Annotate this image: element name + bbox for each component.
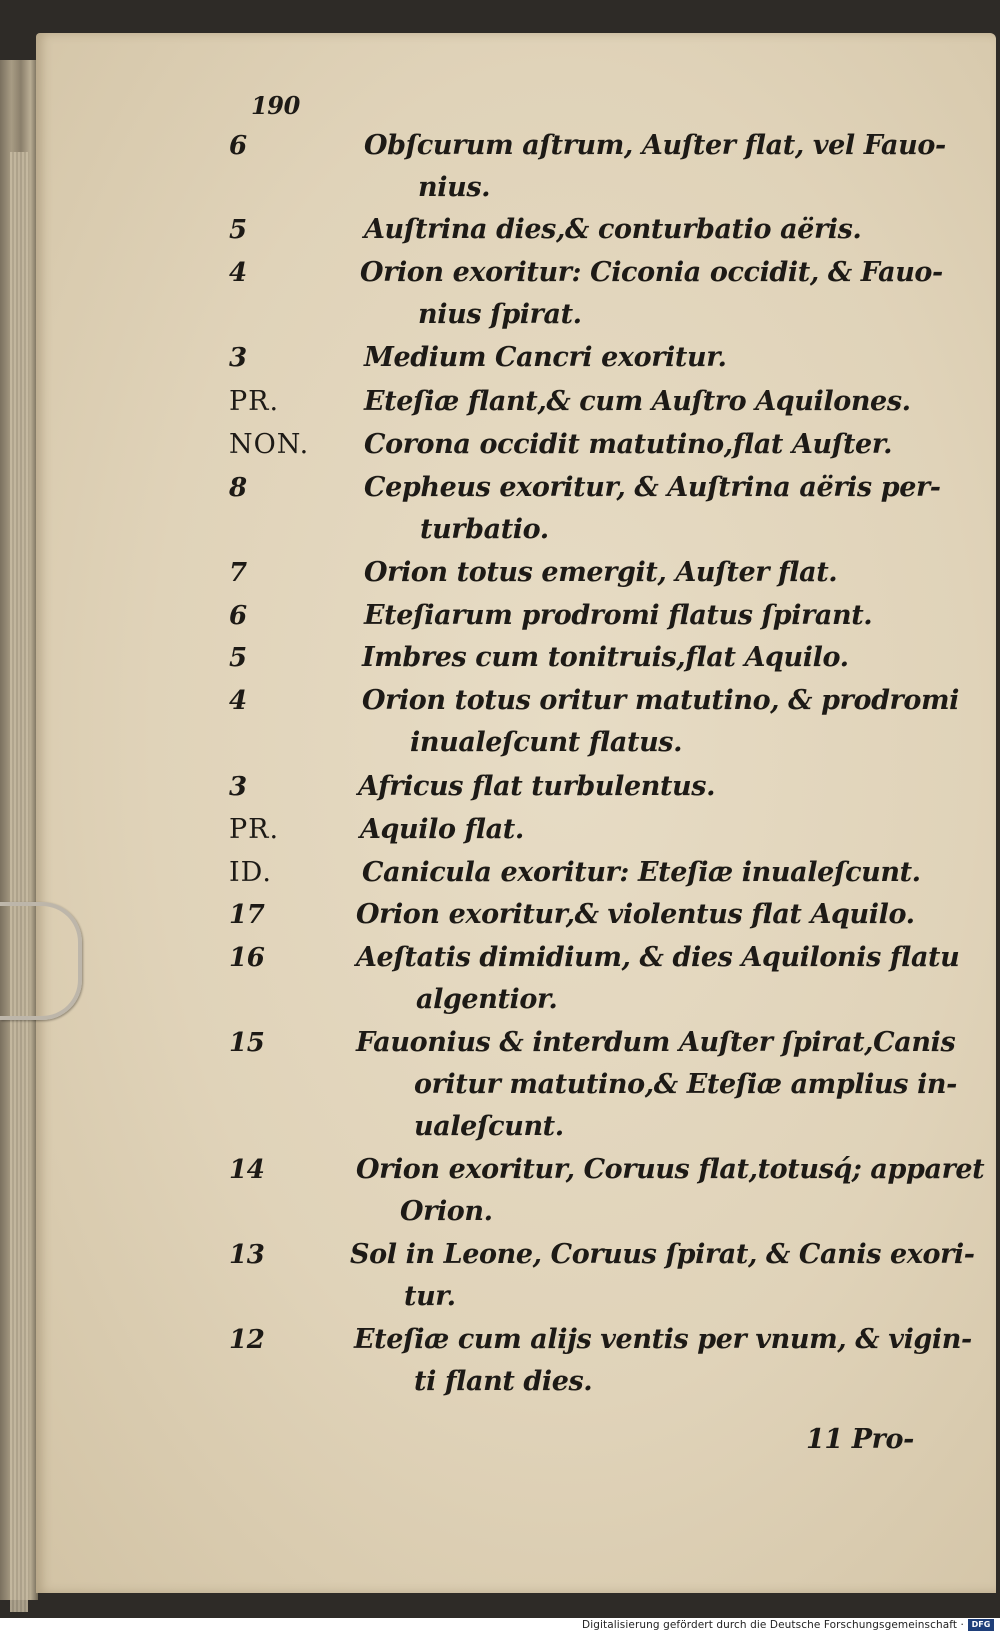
entry-line: Eteſiæ flant,& cum Auſtro Aquilones. [364,386,911,417]
entry-line: Cepheus exoritur, & Auſtrina aëris per- [364,472,941,503]
entry-line: Eteſiæ cum alijs ventis per vnum, & vigin- [354,1324,972,1355]
paper-clip [0,902,82,1020]
entry-line: Aquilo flat. [360,814,524,845]
entry-line: nius ſpirat. [418,299,582,330]
page-number: 190 [251,91,300,120]
day-label: 4 [229,258,247,288]
entry-line: nius. [418,172,491,203]
day-label: 16 [229,943,265,973]
day-label: 15 [229,1028,265,1058]
page-stack [10,152,28,1612]
entry-line: Aeſtatis dimidium, & dies Aquilonis flatu [356,942,960,973]
entry-line: Fauonius & interdum Auſter ſpirat,Canis [356,1027,956,1058]
day-label: 6 [229,131,247,161]
day-label: 12 [229,1325,265,1355]
entry-line: Orion. [400,1196,493,1227]
entry-line: Auſtrina dies,& conturbatio aëris. [364,214,862,245]
day-label: NON. [229,429,310,460]
entry-line: Orion exoritur: Ciconia occidit, & Fauo- [360,257,943,288]
entry-line: Orion exoritur, Coruus flat,totusq́; apparet [356,1154,985,1185]
entry-line: Eteſiarum prodromi flatus ſpirant. [364,600,873,631]
day-label: 6 [229,601,247,631]
day-label: PR. [229,814,280,845]
day-label: 4 [229,686,247,716]
entry-line: oritur matutino,& Eteſiæ amplius in- [414,1069,957,1100]
entry-line: Orion exoritur,& violentus flat Aquilo. [356,899,915,930]
entry-line: Orion totus emergit, Auſter flat. [364,557,838,588]
day-label: 3 [229,343,247,373]
day-label: 17 [229,900,265,930]
entry-line: Obſcurum aſtrum, Auſter flat, vel Fauo- [364,130,946,161]
day-label: 3 [229,772,247,802]
entry-line: tur. [404,1281,456,1312]
entry-line: ualeſcunt. [414,1111,564,1142]
day-label: 13 [229,1240,265,1270]
day-label: 8 [229,473,247,503]
day-label: PR. [229,386,280,417]
day-label: ID. [229,857,272,888]
entry-line: Canicula exoritur: Eteſiæ inualeſcunt. [362,857,921,888]
day-label: 14 [229,1155,265,1185]
book-edge [0,60,38,1600]
funding-note: Digitalisierung gefördert durch die Deutsche Forschungsgemeinschaft · [582,1619,964,1631]
entry-line: Sol in Leone, Coruus ſpirat, & Canis exori- [350,1239,975,1270]
day-label: 5 [229,215,247,245]
entry-line: Medium Cancri exoritur. [364,342,727,373]
dfg-logo: DFG [968,1619,994,1631]
day-label: 7 [229,558,247,588]
entry-line: inualeſcunt flatus. [410,727,683,758]
entry-line: Corona occidit matutino,flat Auſter. [364,429,893,460]
entry-line: Orion totus oritur matutino, & prodromi [362,685,960,716]
entry-line: turbatio. [420,514,549,545]
entry-line: algentior. [416,984,558,1015]
entry-line: Africus flat turbulentus. [358,771,716,802]
day-label: 5 [229,643,247,673]
entry-line: ti flant dies. [414,1366,593,1397]
catchword: 11 Pro- [806,1424,914,1455]
entry-line: Imbres cum tonitruis,flat Aquilo. [362,642,849,673]
